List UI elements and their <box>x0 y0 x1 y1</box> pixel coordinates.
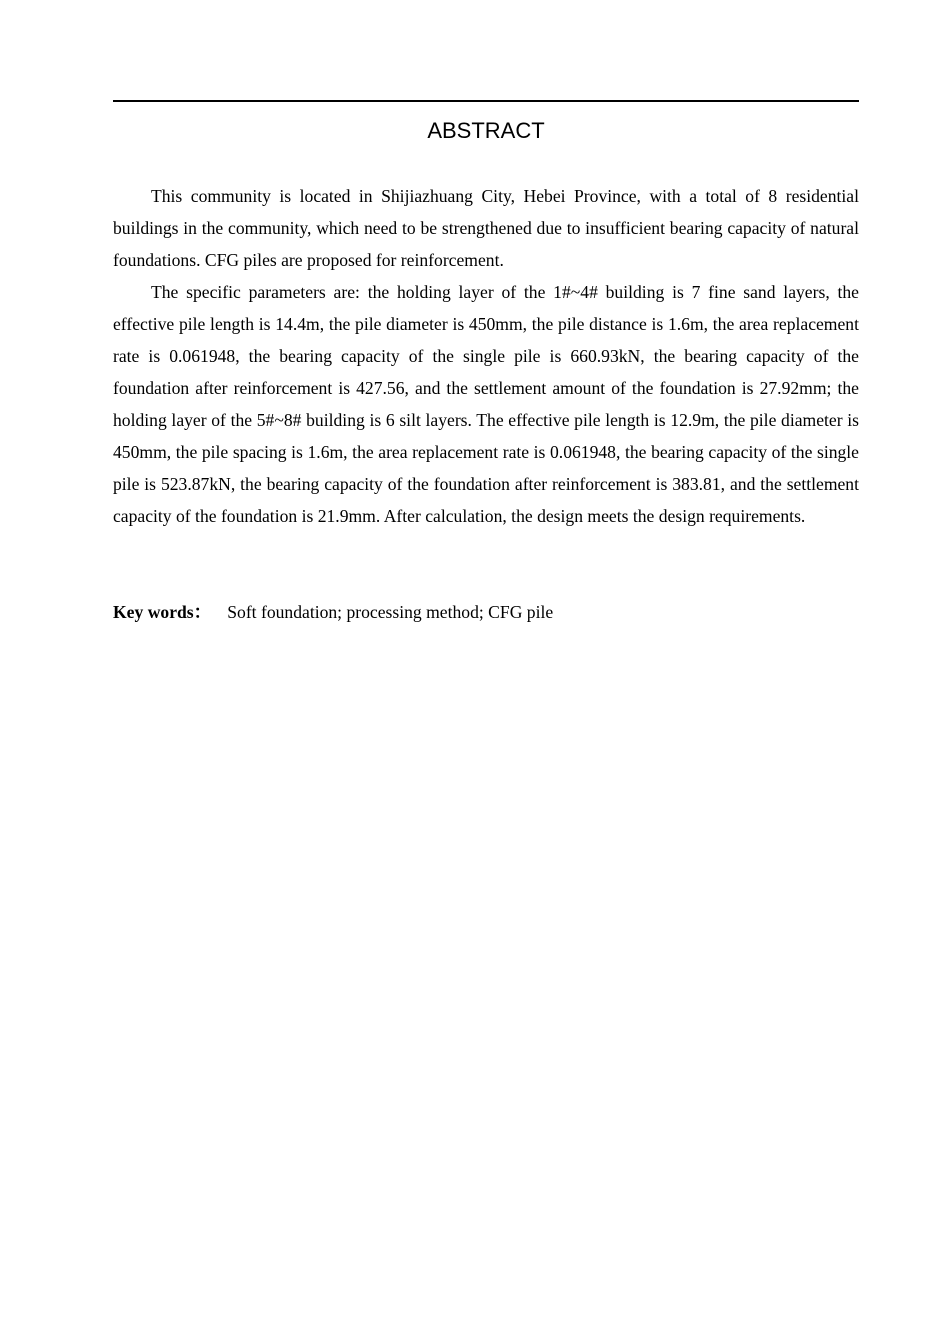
abstract-paragraph-1: This community is located in Shijiazhuang City, Hebei Province, with a total of 8 residential buildings in the community, which need to be strengthened due to insufficient bearing capacity of natural foundations. CFG piles are proposed for reinforcement. <box>113 186 859 270</box>
keywords-label: Key words： <box>113 602 212 622</box>
keywords-line <box>113 596 859 628</box>
header-rule <box>113 100 859 102</box>
abstract-paragraph-2: The specific parameters are: the holding layer of the 1#~4# building is 7 fine sand layers, the effective pile length is 14.4m, the pile diameter is 450mm, the pile distance is 1.6m, the area replacement rate is 0.061948, the bearing capacity of the single pile is 660.93kN, the bearing capacity of the foundation after reinforcement is 427.56, and the settlement amount of the foundation is 27.92mm; the holding layer of the 5#~8# building is 6 silt layers. The effective pile length is 12.9m, the pile diameter is 450mm, the pile spacing is 1.6m, the area replacement rate is 0.061948, the bearing capacity of the single pile is 523.87kN, the bearing capacity of the foundation after reinforcement is 383.81, and the settlement capacity of the foundation is 21.9mm. After calculation, the design meets the design requirements. <box>113 282 859 526</box>
keywords-value: Soft foundation; processing method; CFG pile <box>227 602 554 622</box>
abstract-body <box>113 180 859 532</box>
abstract-title: ABSTRACT <box>427 118 545 143</box>
